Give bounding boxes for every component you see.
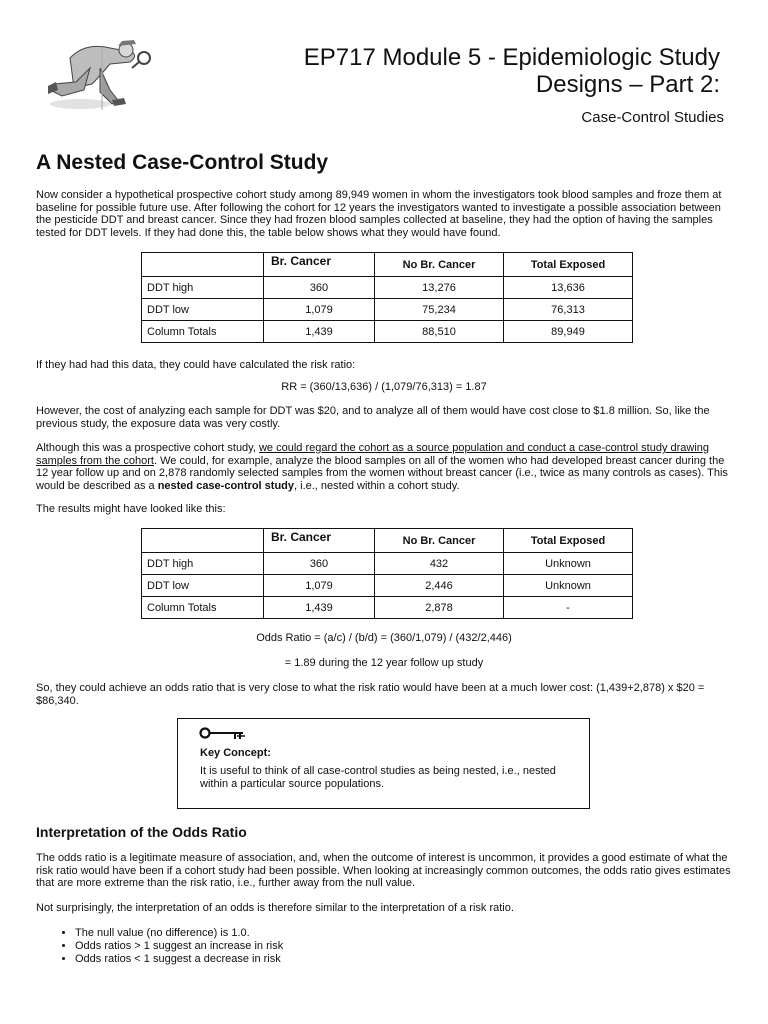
odds-ratio-formula: Odds Ratio = (a/c) / (b/d) = (360/1,079) / (432/2,446)	[256, 632, 512, 644]
risk-ratio-formula: RR = (360/13,636) / (1,079/76,313) = 1.87	[281, 381, 487, 393]
nested-text-bold: nested case-control study	[157, 479, 295, 492]
table-cell: 1,439	[264, 321, 375, 343]
table-cell: 75,234	[375, 299, 504, 321]
table-cell: 432	[375, 553, 504, 575]
table-cell: 360	[264, 553, 375, 575]
case-control-table	[141, 528, 633, 619]
page-title	[200, 44, 720, 98]
table-cell: 1,439	[264, 597, 375, 619]
table-cell: DDT low	[142, 575, 264, 597]
table-cell: -	[504, 597, 633, 619]
table-cell: 360	[264, 277, 375, 299]
nested-paragraph	[36, 442, 732, 492]
table-header-cell: Br. Cancer	[264, 253, 375, 277]
section-heading: A Nested Case-Control Study	[36, 151, 329, 174]
interpretation-heading: Interpretation of the Odds Ratio	[36, 824, 247, 840]
table-cell: DDT low	[142, 299, 264, 321]
table-row	[142, 553, 633, 575]
table-cell: 76,313	[504, 299, 633, 321]
table-cell: 13,276	[375, 277, 504, 299]
table-header-row	[142, 253, 633, 277]
key-concept-box	[177, 718, 590, 809]
nested-text-underlined: we could regard the cohort as a source population and conduct a case-control study drawing samples from the cohort	[36, 442, 710, 467]
key-concept-text: It is useful to think of all case-control studies as being nested, i.e., nested within a particular source populations.	[200, 765, 556, 790]
table-header-cell: Total Exposed	[504, 253, 633, 277]
table-header-cell: No Br. Cancer	[375, 529, 504, 553]
table-cell: DDT high	[142, 553, 264, 575]
interpretation-paragraph-2: Not surprisingly, the interpretation of an odds is therefore similar to the interpretation of a risk ratio.	[36, 902, 514, 914]
table-header-cell	[142, 253, 264, 277]
table-header-cell	[142, 529, 264, 553]
table-header-row	[142, 529, 633, 553]
key-icon	[199, 726, 247, 742]
list-item: • Odds ratios > 1 suggest an increase in risk	[75, 940, 283, 953]
table-cell: Column Totals	[142, 321, 264, 343]
table-cell: 2,446	[375, 575, 504, 597]
list-item: • Odds ratios < 1 suggest a decrease in risk	[75, 953, 283, 966]
table-cell: 1,079	[264, 299, 375, 321]
table-row	[142, 299, 633, 321]
table-cell: Unknown	[504, 553, 633, 575]
key-concept-title: Key Concept:	[200, 747, 271, 759]
page-title-line2: Designs – Part 2:	[535, 71, 720, 98]
page-title-line1: EP717 Module 5 - Epidemiologic Study	[303, 44, 720, 71]
cohort-table	[141, 252, 633, 343]
table-cell: 13,636	[504, 277, 633, 299]
odds-ratio-bullet-list	[36, 927, 283, 965]
list-item: • The null value (no difference) is 1.0.	[75, 927, 283, 940]
table-header-cell: No Br. Cancer	[375, 253, 504, 277]
achieve-paragraph: So, they could achieve an odds ratio that is very close to what the risk ratio would have been at a much lower cost: (1,439+2,878) x $20 = $86,340.	[36, 682, 705, 707]
odds-ratio-result: = 1.89 during the 12 year follow up study	[284, 657, 484, 669]
table-cell: DDT high	[142, 277, 264, 299]
nested-text-mid: . We could, for example, analyze the blood samples on all of the women who had developed breast cancer during the 12 year follow up and on 2,878 randomly selected samples from the women without breast cancer (i.e., twice as many controls as cases). This would be described as a	[36, 454, 728, 492]
table-cell: 88,510	[375, 321, 504, 343]
interpretation-paragraph: The odds ratio is a legitimate measure of association, and, when the outcome of interest is uncommon, it provides a good estimate of what the risk ratio would have been if a cohort study had been possible. When looking at increasingly common outcomes, the odds ratio gives estimates that are more extreme than the risk ratio, i.e., further away from the null value.	[36, 852, 731, 890]
table-header-cell: Total Exposed	[504, 529, 633, 553]
table-cell: 2,878	[375, 597, 504, 619]
table-row	[142, 321, 633, 343]
table-cell: Column Totals	[142, 597, 264, 619]
table-header-cell: Br. Cancer	[264, 529, 375, 553]
intro-paragraph: Now consider a hypothetical prospective cohort study among 89,949 women in whom the investigators took blood samples and froze them at baseline for possible future use. After following the cohort for 12 years the investigators wanted to investigate a possible association between the pesticide DDT and breast cancer. Since they had frozen blood samples collected at baseline, they had the option of having the samples tested for DDT levels. If they had done this, the table below shows what they would have found.	[36, 189, 722, 239]
nested-text-end: , i.e., nested within a cohort study.	[294, 479, 460, 492]
cost-paragraph: However, the cost of analyzing each sample for DDT was $20, and to analyze all of them would have cost close to $1.8 million. So, like the previous study, the exposure data was very costly.	[36, 405, 710, 430]
detective-logo-icon	[40, 38, 162, 116]
nested-text-start: Although this was a prospective cohort study,	[36, 442, 259, 454]
table-row	[142, 575, 633, 597]
table-row	[142, 597, 633, 619]
results-paragraph: The results might have looked like this:	[36, 503, 226, 515]
table-row	[142, 277, 633, 299]
if-data-paragraph: If they had had this data, they could have calculated the risk ratio:	[36, 359, 356, 371]
table-cell: 1,079	[264, 575, 375, 597]
page-subtitle: Case-Control Studies	[581, 109, 724, 126]
table-cell: Unknown	[504, 575, 633, 597]
table-cell: 89,949	[504, 321, 633, 343]
